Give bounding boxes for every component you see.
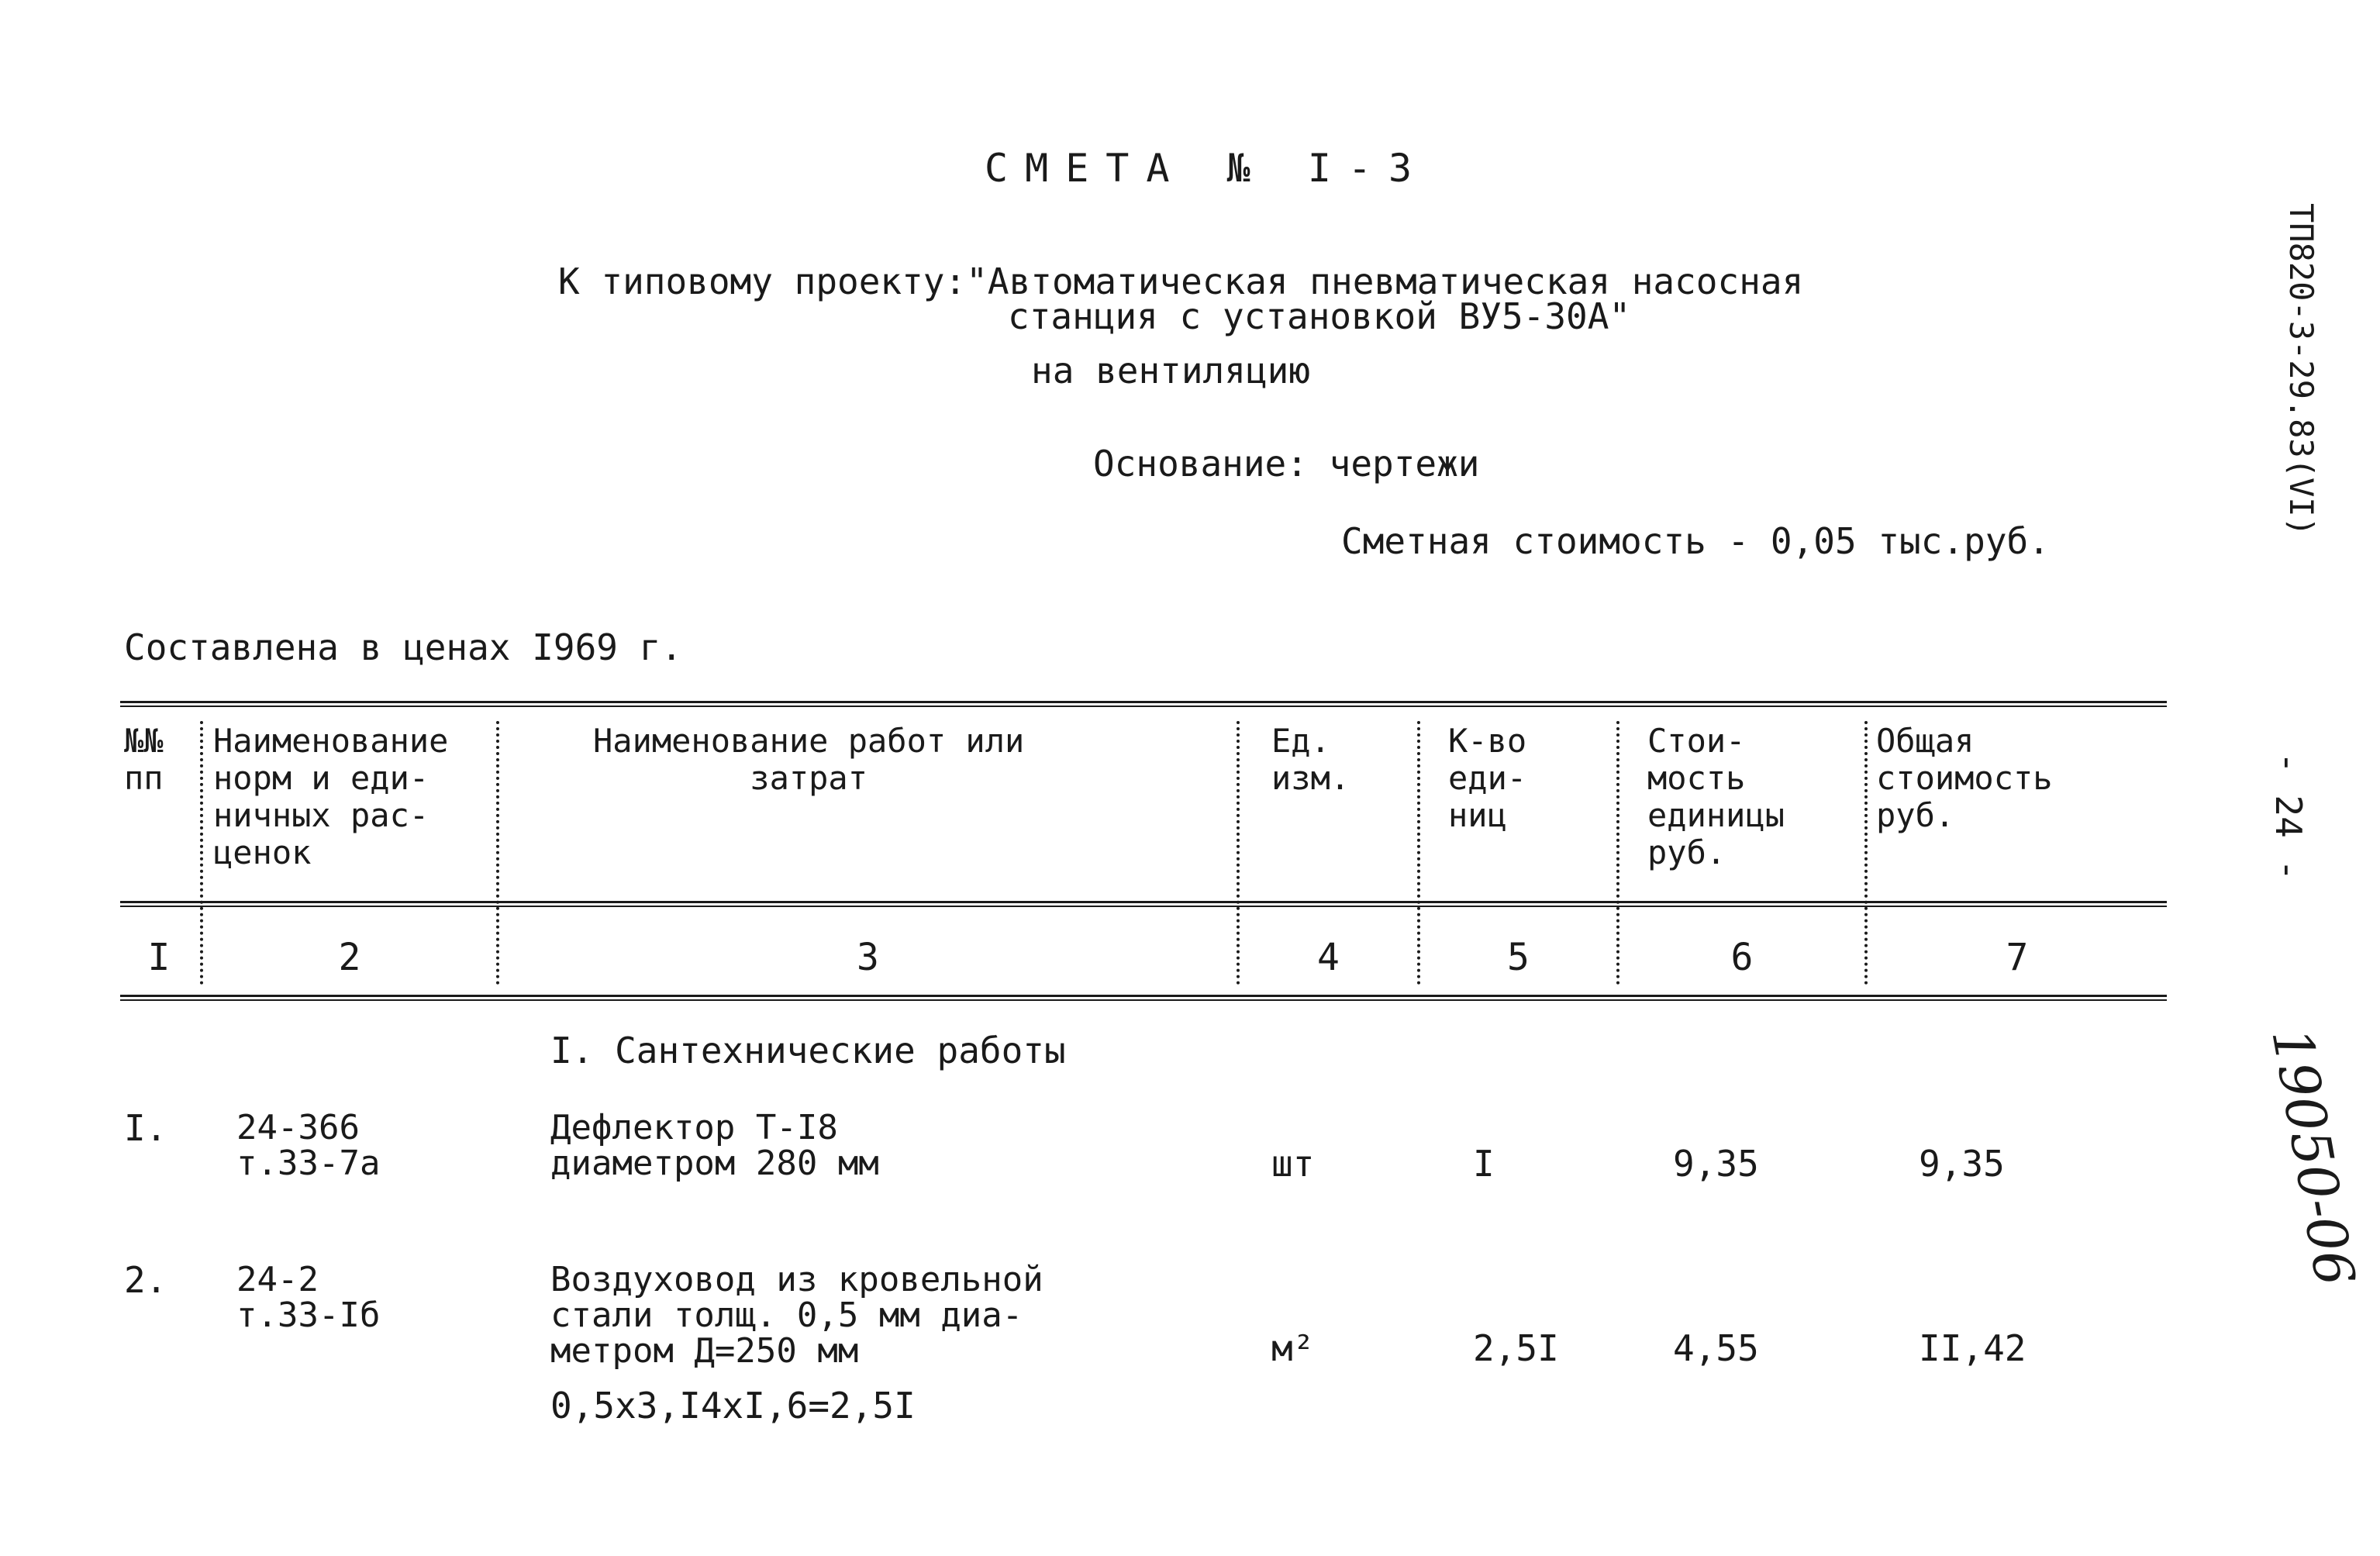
basis-line: Основание: чертежи [1093, 443, 1480, 485]
header-works: Наименование работ или затрат [593, 722, 1025, 797]
header-norms: Наименование норм и еди- ничных рас- ценок [213, 722, 449, 871]
row-number: I. [124, 1107, 167, 1149]
row-calculation: 0,5х3,I4хI,6=2,5I [550, 1385, 916, 1427]
header-total-cost: Общая стоимость руб. [1876, 722, 2053, 834]
col-number: 4 [1317, 936, 1340, 979]
col-number: 3 [857, 936, 879, 979]
page-number: - 24 - [2268, 752, 2309, 882]
table-top-rule [120, 701, 2167, 707]
numbers-bottom-rule [120, 995, 2167, 1001]
project-line-1: К типовому проекту:"Автоматическая пневматическая насосная [558, 260, 1804, 302]
row-number: 2. [124, 1259, 167, 1301]
col-number: 7 [2006, 936, 2029, 979]
section-title: I. Сантехнические работы [550, 1030, 1066, 1071]
header-unit: Ед. изм. [1271, 722, 1350, 797]
row-qty: I [1473, 1143, 1495, 1185]
col-number: 5 [1507, 936, 1530, 979]
row-unit-price: 4,55 [1673, 1327, 1759, 1369]
project-line-2: станция с установкой ВУ5-30А" [1008, 295, 1631, 337]
row-qty: 2,5I [1473, 1327, 1559, 1369]
header-qty: К-во еди- ниц [1448, 722, 1527, 834]
row-name: Дефлектор Т-I8 диаметром 280 мм [550, 1108, 879, 1183]
row-norm: 24-366 т.33-7а [236, 1108, 381, 1183]
row-name: Воздуховод из кровельной стали толщ. 0,5 мм диа- метром Д=250 мм [550, 1260, 1043, 1371]
subject-line: на вентиляцию [1031, 350, 1311, 392]
estimated-cost: Сметная стоимость - 0,05 тыс.руб. [1341, 520, 2050, 562]
col-number: I [147, 936, 171, 979]
handwritten-number: 19050-06 [2259, 1023, 2368, 1291]
col-number: 2 [338, 936, 361, 979]
row-total: 9,35 [1919, 1143, 2005, 1185]
header-number: №№ пп [124, 722, 164, 797]
row-unit: шт [1271, 1143, 1315, 1185]
header-bottom-rule [120, 901, 2167, 907]
header-unit-cost: Стои- мость единицы руб. [1647, 722, 1785, 871]
col-number: 6 [1730, 936, 1754, 979]
row-unit: м² [1271, 1327, 1315, 1369]
row-unit-price: 9,35 [1673, 1143, 1759, 1185]
row-total: II,42 [1919, 1327, 2026, 1369]
prices-year: Составлена в ценах I969 г. [124, 626, 683, 668]
document-title: СМЕТА № I-3 [985, 146, 1430, 191]
document-code: ТП820-3-29.83(VI) [2282, 203, 2320, 536]
row-norm: 24-2 т.33-Iб [236, 1260, 381, 1335]
